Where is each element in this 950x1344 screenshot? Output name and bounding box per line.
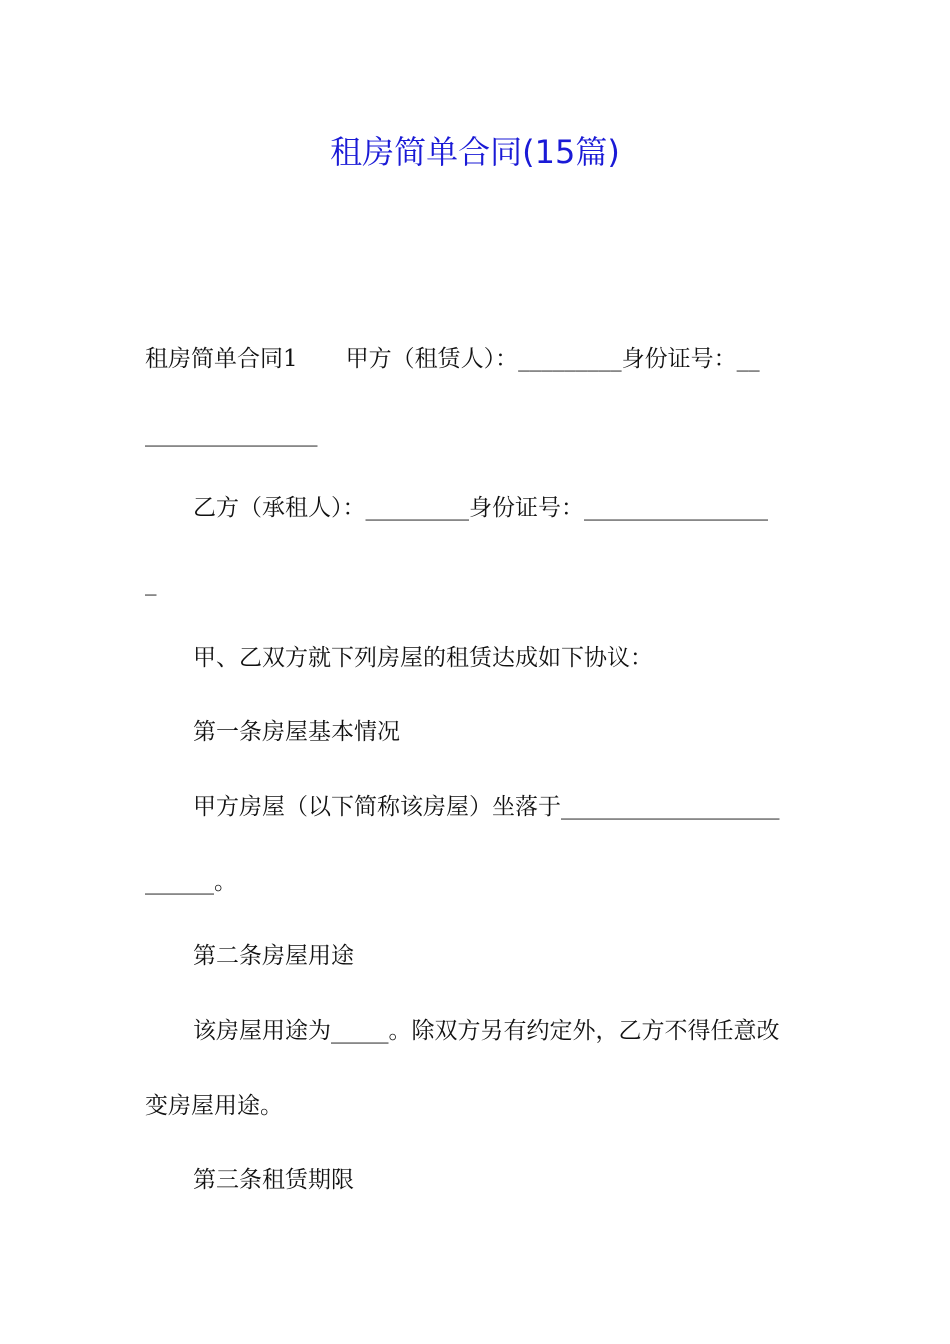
agreement-intro: 甲、乙双方就下列房屋的租赁达成如下协议： bbox=[193, 645, 653, 671]
contract-line-party-a bbox=[145, 343, 810, 375]
document-title: 租房简单合同(15篇) bbox=[330, 133, 620, 171]
party-b-line: 乙方（承租人）：_________身份证号：________________ bbox=[193, 495, 768, 521]
contract-heading-label: 租房简单合同1 bbox=[145, 346, 298, 372]
party-b-blank-continued: _ bbox=[145, 570, 157, 596]
article-2-usage: 该房屋用途为_____。除双方另有约定外，乙方不得任意改 bbox=[193, 1018, 780, 1044]
article-1-heading: 第一条房屋基本情况 bbox=[193, 719, 400, 745]
article-2-usage-continued: 变房屋用途。 bbox=[145, 1093, 283, 1119]
party-a-text: 甲方（租赁人）：_________身份证号：__ bbox=[345, 346, 760, 372]
article-3-heading: 第三条租赁期限 bbox=[193, 1167, 354, 1193]
article-1-location: 甲方房屋（以下简称该房屋）坐落于___________________ bbox=[193, 794, 780, 820]
article-2-heading: 第二条房屋用途 bbox=[193, 943, 354, 969]
article-1-location-continued: ______。 bbox=[145, 869, 237, 895]
id-blank-continued: _______________ bbox=[145, 421, 318, 447]
